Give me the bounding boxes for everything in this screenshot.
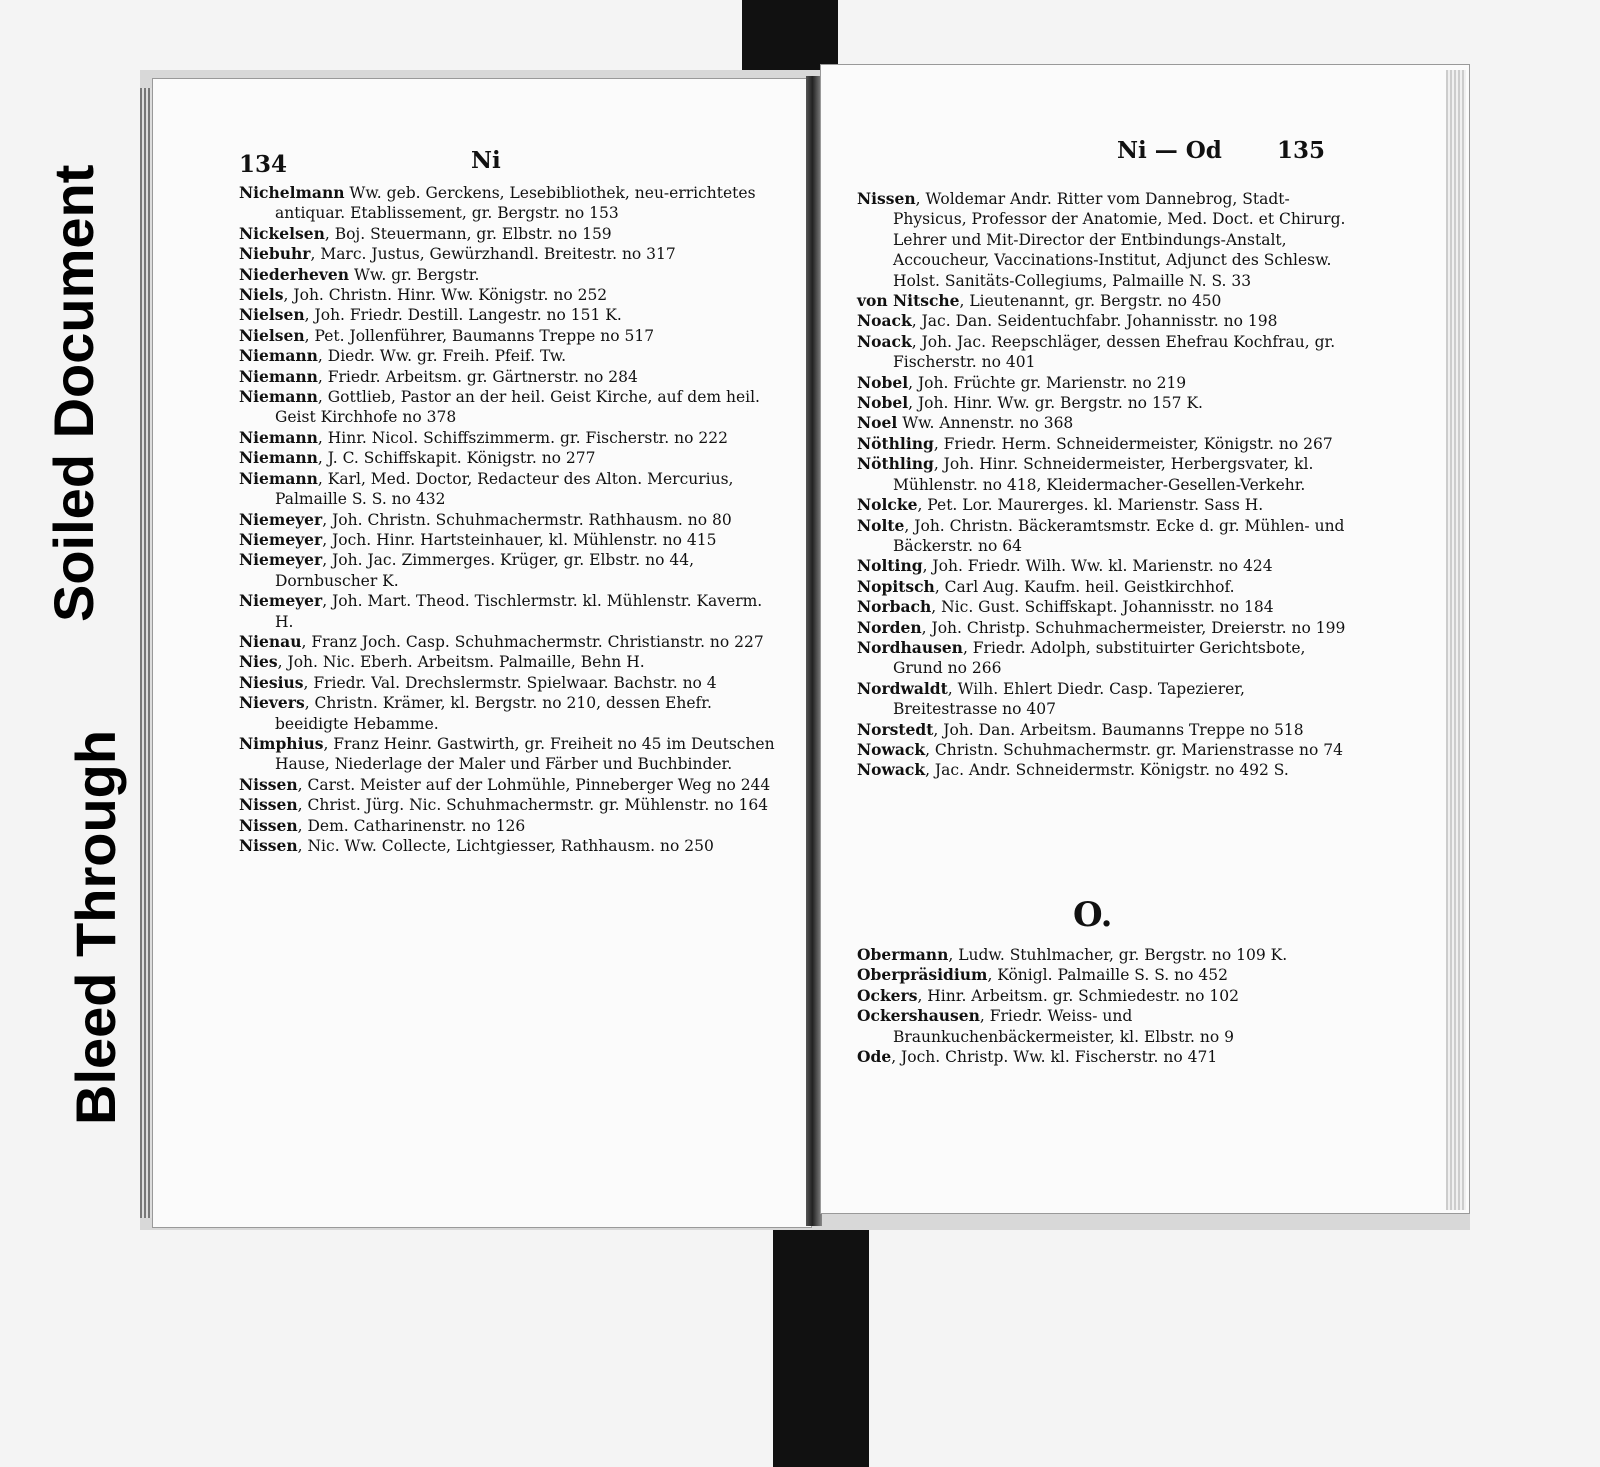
entry-name: Niemann <box>239 387 318 407</box>
directory-entry <box>239 652 785 672</box>
directory-entry <box>857 577 1351 597</box>
left-directory-list <box>239 183 785 856</box>
entry-details: , Joh. Dan. Arbeitsm. Baumanns Treppe no 518 <box>933 720 1304 739</box>
entry-name: Niebuhr <box>239 244 311 264</box>
entry-name: Nobel <box>857 393 909 413</box>
entry-name: Niemann <box>239 346 318 366</box>
entry-name: Nordwaldt <box>857 678 948 698</box>
directory-entry <box>857 945 1351 965</box>
entry-details: , Nic. Ww. Collecte, Lichtgiesser, Rathhausm. no 250 <box>297 837 714 855</box>
entry-name: Nies <box>239 652 278 672</box>
entry-details: , Wilh. Ehlert Diedr. Casp. Tapezierer, Breitestrasse no 407 <box>893 679 1245 719</box>
entry-details: , Joch. Christp. Ww. kl. Fischerstr. no 471 <box>891 1048 1218 1067</box>
directory-entry <box>239 244 785 264</box>
directory-entry <box>857 311 1351 331</box>
directory-entry <box>857 760 1351 780</box>
entry-details: , Hinr. Arbeitsm. gr. Schmiedestr. no 102 <box>917 986 1239 1005</box>
directory-entry <box>239 530 785 550</box>
entry-details: , Christn. Schuhmachermstr. gr. Marienstrasse no 74 <box>925 740 1343 759</box>
directory-entry <box>857 373 1351 393</box>
directory-entry <box>239 816 785 836</box>
entry-details: Ww. Annenstr. no 368 <box>897 414 1074 433</box>
directory-entry <box>857 965 1351 985</box>
directory-entry <box>857 638 1351 679</box>
entry-name: Niemeyer <box>239 509 323 529</box>
entry-details: , Karl, Med. Doctor, Redacteur des Alton. Mercurius, Palmaille S. S. no 432 <box>275 469 734 509</box>
entry-name: Niemeyer <box>239 550 323 570</box>
left-page-number: 134 <box>239 151 288 178</box>
entry-details: , Joh. Jac. Reepschläger, dessen Ehefrau Kochfrau, gr. Fischerstr. no 401 <box>893 332 1336 372</box>
entry-details: , Joch. Hinr. Hartsteinhauer, kl. Mühlenstr. no 415 <box>322 530 717 549</box>
entry-details: , J. C. Schiffskapit. Königstr. no 277 <box>317 449 596 468</box>
directory-entry <box>857 720 1351 740</box>
entry-details: , Joh. Christn. Bäckeramtsmstr. Ecke d. gr. Mühlen- und Bäckerstr. no 64 <box>893 516 1345 555</box>
directory-entry <box>239 795 785 815</box>
entry-name: Nickelsen <box>239 223 325 243</box>
directory-entry <box>857 495 1351 515</box>
entry-details: , Joh. Nic. Eberh. Arbeitsm. Palmaille, Behn H. <box>277 653 645 672</box>
right-page-number: 135 <box>1276 137 1325 164</box>
section-letter-o: O. <box>1073 895 1113 935</box>
entry-details: , Franz Heinr. Gastwirth, gr. Freiheit no 45 im Deutschen Hause, Niederlage der Maler und Färber und Buchbinder. <box>275 734 775 774</box>
entry-details: , Dem. Catharinenstr. no 126 <box>297 816 526 835</box>
soiled-document-label: Soiled Document <box>42 164 105 622</box>
bottom-binding-bar <box>773 1222 869 1467</box>
entry-details: , Friedr. Herm. Schneidermeister, Königstr. no 267 <box>933 434 1333 453</box>
directory-entry <box>239 224 785 244</box>
directory-entry <box>857 413 1351 433</box>
entry-name: Niemeyer <box>239 529 323 549</box>
entry-details: , Hinr. Nicol. Schiffszimmerm. gr. Fischerstr. no 222 <box>317 428 728 447</box>
directory-entry <box>857 332 1351 373</box>
entry-details: , Joh. Hinr. Ww. gr. Bergstr. no 157 K. <box>908 394 1203 413</box>
entry-details: , Königl. Palmaille S. S. no 452 <box>987 966 1228 985</box>
entry-details: , Pet. Lor. Maurerges. kl. Marienstr. Sass H. <box>917 496 1264 515</box>
bleed-through-label: Bleed Through <box>64 729 127 1125</box>
entry-name: Nolte <box>857 515 905 535</box>
entry-name: Nielsen <box>239 325 305 345</box>
directory-entry <box>239 428 785 448</box>
entry-name: Nobel <box>857 372 909 392</box>
entry-name: Nissen <box>239 795 298 815</box>
directory-entry <box>857 986 1351 1006</box>
entry-name: Nöthling <box>857 454 934 474</box>
entry-details: , Woldemar Andr. Ritter vom Dannebrog, Stadt-Physicus, Professor der Anatomie, Med. Doct. et Chirurg. Lehrer und Mit-Director der Entbindungs-Anstalt, Accoucheur, Vaccinations-Institut, Adjunct des Schlesw. Holst. Sanitäts-Collegiums, Palmaille N. S. 33 <box>893 190 1346 290</box>
entry-details: Ww. gr. Bergstr. <box>349 265 480 284</box>
entry-name: Nowack <box>857 739 926 759</box>
entry-details: , Jac. Dan. Seidentuchfabr. Johannisstr. no 198 <box>911 312 1278 331</box>
entry-name: Norden <box>857 617 922 637</box>
entry-name: Norbach <box>857 597 932 617</box>
entry-name: Ode <box>857 1047 892 1067</box>
entry-name: Norstedt <box>857 719 934 739</box>
entry-name: Oberpräsidium <box>857 965 988 985</box>
entry-details: , Joh. Jac. Zimmerges. Krüger, gr. Elbstr. no 44, Dornbuscher K. <box>275 551 694 590</box>
directory-entry <box>239 673 785 693</box>
entry-name: Niemann <box>239 366 318 386</box>
directory-entry <box>239 775 785 795</box>
entry-name: Nienau <box>239 631 302 651</box>
entry-name: Nielsen <box>239 305 305 325</box>
directory-entry <box>239 693 785 734</box>
entry-name: Nolcke <box>857 495 918 515</box>
directory-entry <box>239 469 785 510</box>
entry-details: , Friedr. Adolph, substituirter Gerichtsbote, Grund no 266 <box>893 638 1306 678</box>
entry-name: Nichelmann <box>239 183 345 202</box>
directory-entry <box>239 734 785 775</box>
entry-name: Noack <box>857 311 912 331</box>
directory-entry <box>239 510 785 530</box>
entry-name: Niesius <box>239 672 304 692</box>
entry-name: Noel <box>857 413 898 433</box>
entry-details: , Christ. Jürg. Nic. Schuhmachermstr. gr. Mühlenstr. no 164 <box>297 796 769 815</box>
directory-entry <box>239 305 785 325</box>
entry-details: , Jac. Andr. Schneidermstr. Königstr. no 492 S. <box>925 761 1289 780</box>
directory-entry <box>239 591 785 632</box>
directory-entry <box>857 618 1351 638</box>
entry-details: , Christn. Krämer, kl. Bergstr. no 210, dessen Ehefr. beeidigte Hebamme. <box>275 694 712 733</box>
entry-name: Nimphius <box>239 733 324 753</box>
entry-name: Nowack <box>857 760 926 780</box>
directory-entry <box>857 434 1351 454</box>
directory-entry <box>857 556 1351 576</box>
directory-entry <box>857 189 1351 291</box>
directory-entry <box>239 183 785 224</box>
entry-details: , Joh. Früchte gr. Marienstr. no 219 <box>908 373 1187 392</box>
entry-details: , Joh. Friedr. Destill. Langestr. no 151 K. <box>304 306 622 325</box>
entry-name: Nissen <box>857 189 916 208</box>
entry-name: Niemann <box>239 468 318 488</box>
directory-entry <box>857 291 1351 311</box>
entry-name: Ockers <box>857 985 918 1005</box>
entry-name: Nordhausen <box>857 637 963 657</box>
entry-details: , Diedr. Ww. gr. Freih. Pfeif. Tw. <box>317 347 567 366</box>
directory-entry <box>857 516 1351 557</box>
directory-entry <box>857 740 1351 760</box>
entry-details: , Joh. Christp. Schuhmachermeister, Dreierstr. no 199 <box>921 618 1346 637</box>
right-page-header <box>907 137 1445 167</box>
entry-details: , Franz Joch. Casp. Schuhmachermstr. Christianstr. no 227 <box>301 632 764 651</box>
entry-details: , Joh. Mart. Theod. Tischlermstr. kl. Mühlenstr. Kaverm. H. <box>275 592 763 631</box>
entry-details: , Gottlieb, Pastor an der heil. Geist Kirche, auf dem heil. Geist Kirchhofe no 378 <box>275 388 760 427</box>
entry-details: , Marc. Justus, Gewürzhandl. Breitestr. no 317 <box>310 245 676 264</box>
entry-name: Niemeyer <box>239 591 323 611</box>
entry-name: Niederheven <box>239 264 350 284</box>
entry-name: Noack <box>857 331 912 351</box>
right-directory-list <box>857 189 1351 781</box>
entry-details: , Joh. Hinr. Schneidermeister, Herbergsvater, kl. Mühlenstr. no 418, Kleidermacher-Gesellen-Verkehr. <box>893 455 1314 494</box>
entry-name: Nopitsch <box>857 576 935 596</box>
entry-name: Nissen <box>239 815 298 835</box>
entry-details: , Joh. Christn. Schuhmachermstr. Rathhausm. no 80 <box>322 510 732 529</box>
directory-entry <box>239 285 785 305</box>
entry-details: Ww. geb. Gerckens, Lesebibliothek, neu-errichtetes antiquar. Etablissement, gr. Bergstr. no 153 <box>275 184 756 223</box>
entry-details: , Boj. Steuermann, gr. Elbstr. no 159 <box>324 224 612 243</box>
directory-entry <box>857 1006 1351 1047</box>
directory-entry <box>239 836 785 856</box>
entry-details: , Friedr. Weiss- und Braunkuchenbäckermeister, kl. Elbstr. no 9 <box>893 1007 1235 1046</box>
entry-name: von Nitsche <box>857 291 960 311</box>
entry-name: Ockershausen <box>857 1006 980 1026</box>
left-page <box>152 78 812 1228</box>
entry-details: , Lieutenannt, gr. Bergstr. no 450 <box>959 292 1222 311</box>
entry-name: Niemann <box>239 448 318 468</box>
left-page-title: Ni <box>471 147 501 174</box>
entry-name: Nissen <box>239 774 298 794</box>
directory-entry <box>239 387 785 428</box>
directory-entry <box>239 550 785 591</box>
entry-name: Nissen <box>239 836 298 855</box>
entry-details: , Joh. Christn. Hinr. Ww. Königstr. no 252 <box>283 286 608 305</box>
directory-entry <box>857 393 1351 413</box>
directory-entry <box>239 346 785 366</box>
entry-details: , Joh. Friedr. Wilh. Ww. kl. Marienstr. no 424 <box>922 557 1273 576</box>
entry-details: , Friedr. Arbeitsm. gr. Gärtnerstr. no 284 <box>317 367 638 386</box>
entry-name: Nöthling <box>857 433 934 453</box>
right-page <box>820 64 1470 1214</box>
entry-details: , Carl Aug. Kaufm. heil. Geistkirchhof. <box>934 577 1235 596</box>
directory-entry <box>239 367 785 387</box>
left-page-header <box>239 147 787 181</box>
o-directory-list <box>857 945 1351 1067</box>
entry-name: Niemann <box>239 427 318 447</box>
entry-name: Nievers <box>239 693 305 713</box>
directory-entry <box>857 679 1351 720</box>
entry-details: , Ludw. Stuhlmacher, gr. Bergstr. no 109 K. <box>948 946 1288 964</box>
entry-name: Obermann <box>857 945 949 964</box>
entry-name: Niels <box>239 285 284 305</box>
entry-name: Nolting <box>857 556 923 576</box>
directory-entry <box>239 448 785 468</box>
directory-entry <box>239 265 785 285</box>
entry-details: , Friedr. Val. Drechslermstr. Spielwaar. Bachstr. no 4 <box>303 673 717 692</box>
directory-entry <box>239 326 785 346</box>
directory-entry <box>857 1047 1351 1067</box>
right-page-edge <box>1446 70 1466 1210</box>
entry-details: , Nic. Gust. Schiffskapt. Johannisstr. no 184 <box>931 598 1274 617</box>
right-page-title: Ni — Od <box>1117 137 1222 164</box>
directory-entry <box>857 454 1351 495</box>
directory-entry <box>857 597 1351 617</box>
directory-entry <box>239 632 785 652</box>
entry-details: , Pet. Jollenführer, Baumanns Treppe no 517 <box>304 326 655 345</box>
entry-details: , Carst. Meister auf der Lohmühle, Pinneberger Weg no 244 <box>297 775 771 794</box>
